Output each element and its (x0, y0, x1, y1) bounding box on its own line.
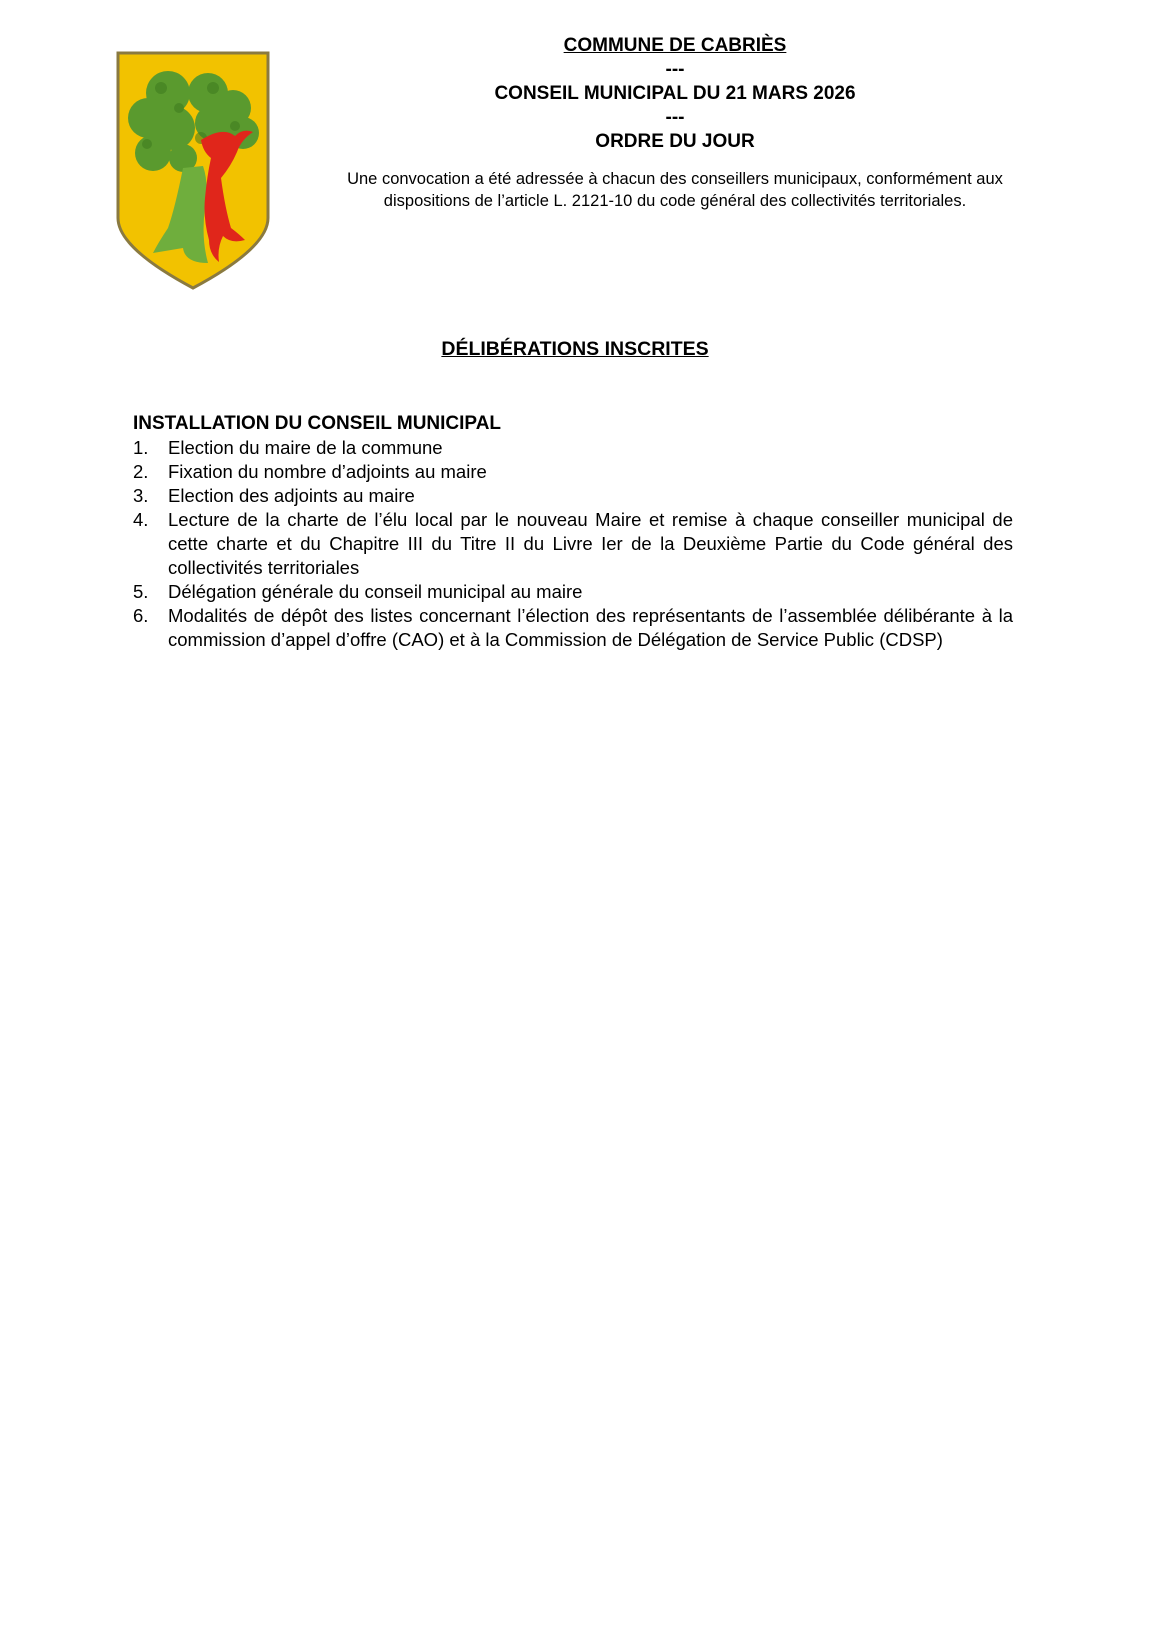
list-item (133, 436, 1013, 460)
item-text: Délégation générale du conseil municipal au maire (168, 581, 583, 602)
meeting-title: CONSEIL MUNICIPAL DU 21 MARS 2026 (494, 83, 856, 104)
section-title: DÉLIBÉRATIONS INSCRITES (441, 338, 709, 360)
item-text: Modalités de dépôt des listes concernant l’élection des représentants de l’assemblée délibérante à la commission d’appel d’offre (CAO) et à la Commission de Délégation de Service Public (CDSP) (168, 605, 1013, 650)
document-header (330, 34, 1020, 212)
item-number: 5. (133, 581, 149, 602)
item-number: 6. (133, 605, 149, 626)
item-text: Lecture de la charte de l’élu local par le nouveau Maire et remise à chaque conseiller municipal de cette charte et du Chapitre III du Titre II du Livre Ier de la Deuxième Partie du Code général des collectivités territoriales (168, 509, 1013, 578)
coat-of-arms-icon (113, 48, 273, 293)
item-number: 1. (133, 437, 149, 458)
item-text: Election des adjoints au maire (168, 485, 415, 506)
item-text: Fixation du nombre d’adjoints au maire (168, 461, 487, 482)
list-item (133, 484, 1013, 508)
agenda-group-title: INSTALLATION DU CONSEIL MUNICIPAL (133, 413, 502, 434)
item-number: 4. (133, 509, 149, 530)
item-number: 3. (133, 485, 149, 506)
separator: --- (665, 59, 685, 80)
separator: --- (665, 107, 685, 128)
list-item (133, 460, 1013, 484)
agenda-list (133, 412, 1013, 652)
list-item (133, 508, 1013, 580)
commune-title: COMMUNE DE CABRIÈS (563, 35, 787, 56)
agenda-title: ORDRE DU JOUR (595, 131, 755, 152)
list-item (133, 604, 1013, 652)
item-number: 2. (133, 461, 149, 482)
convocation-text: Une convocation a été adressée à chacun des conseillers municipaux, conformément aux dispositions de l’article L. 2121-10 du code général des collectivités territoriales. (347, 170, 1003, 210)
list-item (133, 580, 1013, 604)
item-text: Election du maire de la commune (168, 437, 443, 458)
